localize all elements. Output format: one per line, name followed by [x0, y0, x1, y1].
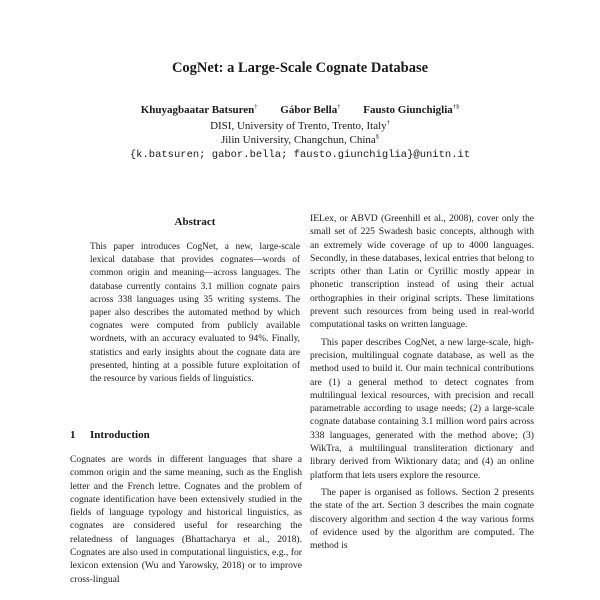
section-heading: 1 Introduction [70, 429, 150, 441]
affiliation: DISI, University of Trento, Trento, Italy† [210, 119, 390, 132]
right-column [310, 212, 534, 552]
author: Fausto Giunchiglia†§ [363, 103, 460, 116]
abstract-text: This paper introduces CogNet, a new, large-scale lexical database that provides cognates—words of common origin and meaning—across languages. The database currently contains 3.1 million cognate pairs across 338 languages using 35 writing systems. The paper also describes the automated method by which cognates were computed from publicly available wordnets, with an accuracy evaluated to 94%. Finally, statistics and early insights about the cognate data are presented, hinting at a possible future exploitation of the resource by various fields of linguistics. [90, 242, 300, 385]
abstract-heading: Abstract [174, 216, 216, 228]
author-emails: {k.batsuren; gabor.bella; fausto.giunchiglia}@unitn.it [129, 149, 471, 161]
body-paragraph: IELex, or ABVD (Greenhill et al., 2008), cover only the small set of 225 Swadesh basic concepts, although with an extremely wide coverage of up to 4000 languages. Secondly, in these databases, lexical entries that belong to scripts other than Latin or Cyrillic mostly appear in phonetic transcription instead of using their actual orthographies in their original scripts. These limitations prevent such resources from being used in real-world computational tasks on written language. [310, 213, 534, 331]
paper-title: CogNet: a Large-Scale Cognate Database [171, 60, 429, 76]
intro-paragraph: Cognates are words in different languages that share a common origin and the same meaning, such as the English letter and the French lettre. Cognates and the problem of cognate identification have been extensively studied in the fields of language typology and historical linguistics, as cognates are considered useful for researching the relatedness of languages (Bhattacharya et al., 2018). Cognates are also used in computational linguistics, e.g., for lexicon extension (Wu and Yarowsky, 2018) or to improve cross-lingual [70, 454, 302, 585]
affiliation: Jilin University, Changchun, China§ [220, 133, 380, 146]
body-paragraph: This paper describes CogNet, a new large-scale, high-precision, multilingual cognate database, as well as the method used to build it. Our main technical contributions are (1) a general method to detect cognates from multilingual lexical resources, with precision and recall parametrable according to usage needs; (2) a large-scale cognate database containing 3.1 million word pairs across 338 languages, generated with the method above; (3) WikTra, a multilingual transliteration dictionary and library derived from Wiktionary data; and (4) an online platform that lets users explore the resource. [310, 336, 534, 481]
author-list [0, 104, 600, 116]
body-paragraph: The paper is organised as follows. Section 2 presents the state of the art. Section 3 describes the main cognate discovery algorithm and section 4 the way various forms of evidence used by the algorithm are computed. The method is [310, 486, 534, 552]
author: Khuyagbaatar Batsuren† [140, 103, 258, 116]
author: Gábor Bella† [280, 103, 341, 116]
